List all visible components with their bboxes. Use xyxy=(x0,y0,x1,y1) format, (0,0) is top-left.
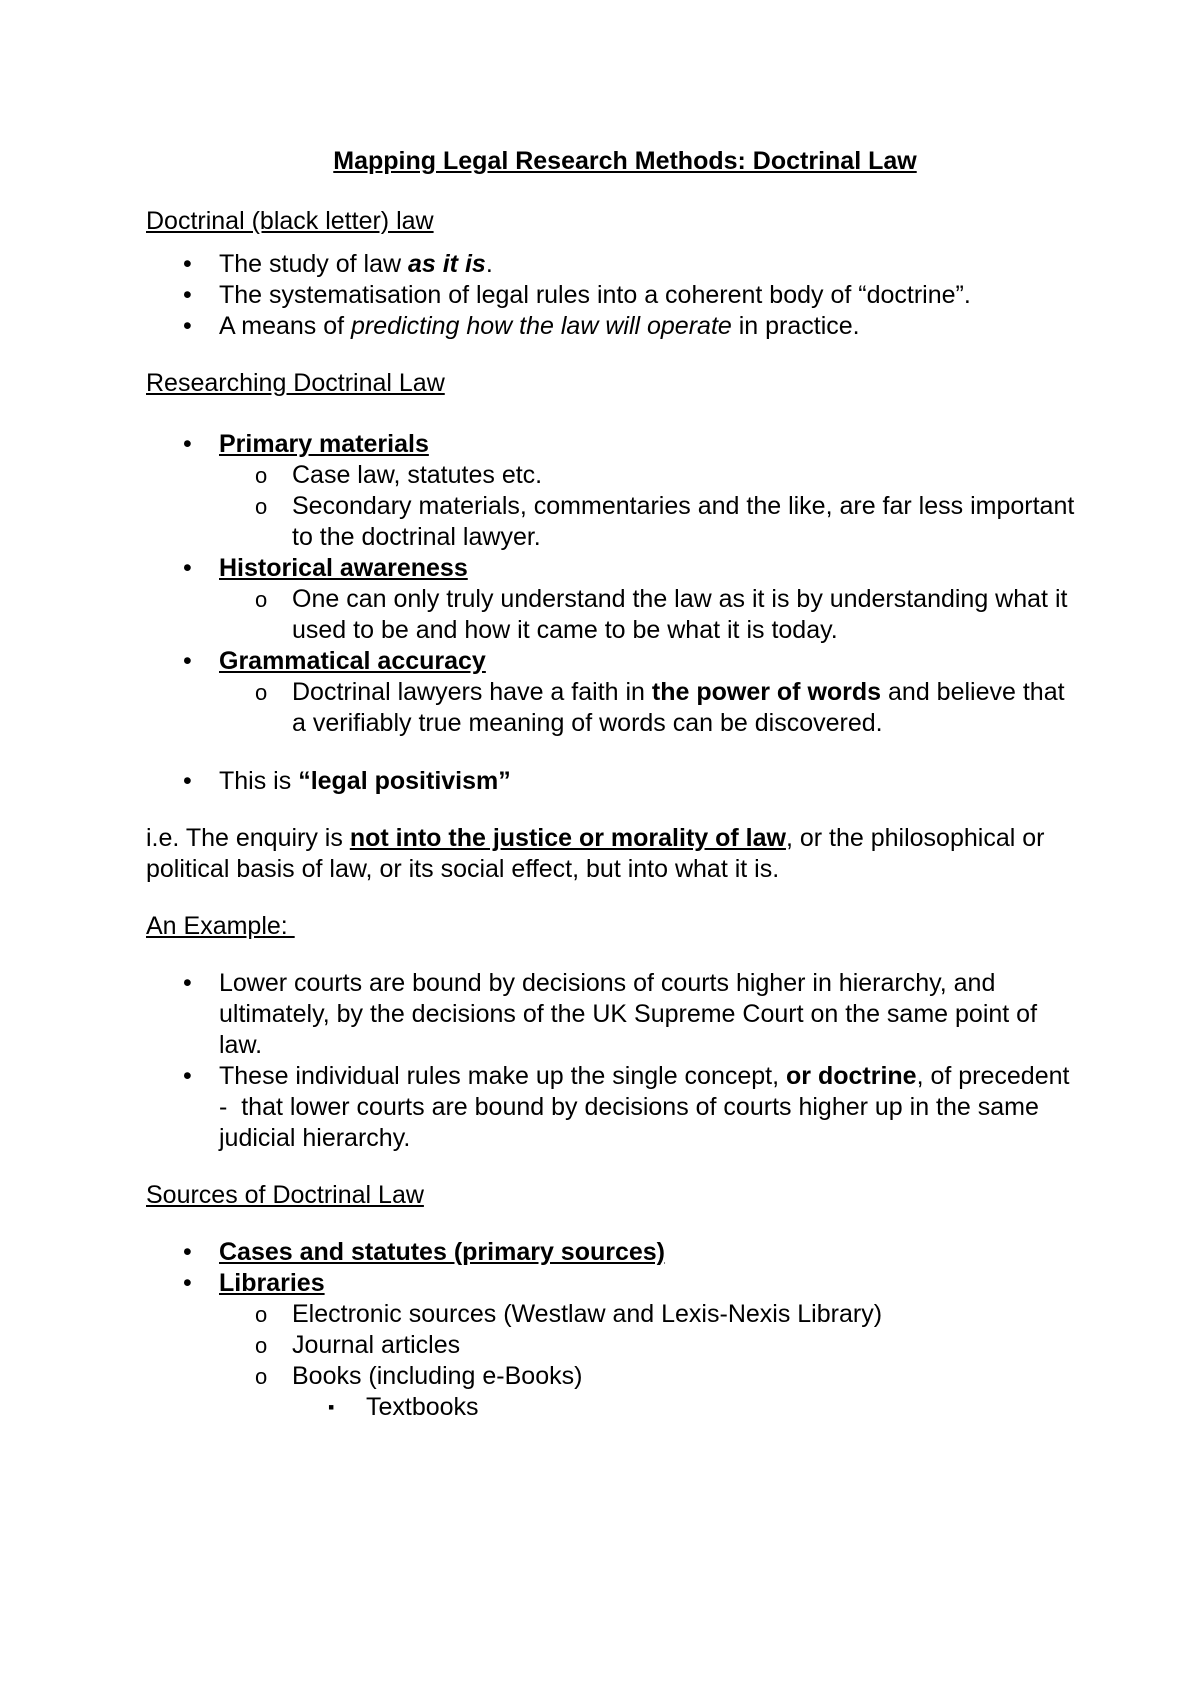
list-item: o Doctrinal lawyers have a faith in the power of words and believe that a verifiably true meaning of words can be discovered. xyxy=(255,678,1065,737)
ie-paragraph: i.e. The enquiry is not into the justice or morality of law, or the philosophical or political basis of law, or its social effect, but into what it is. xyxy=(146,824,1045,883)
list-item: o Journal articles xyxy=(255,1331,461,1359)
list-item: • Lower courts are bound by decisions of courts higher in hierarchy, and ultimately, by the decisions of the UK Supreme Court on the same point of law. xyxy=(183,969,1038,1059)
bullet-icon: • xyxy=(183,312,192,340)
list-item: ▪ Textbooks xyxy=(328,1393,479,1421)
bullet-icon: • xyxy=(183,1269,192,1297)
circle-bullet-icon: o xyxy=(255,1302,268,1327)
bullet-icon: • xyxy=(183,430,192,458)
circle-bullet-icon: o xyxy=(255,494,268,519)
bullet-icon: • xyxy=(183,767,192,795)
section-heading-doctrinal: Doctrinal (black letter) law xyxy=(146,207,434,235)
list-item: o One can only truly understand the law as it is by understanding what it used to be and how it came to be what it is today. xyxy=(255,585,1068,644)
sources-list xyxy=(146,1237,1076,1423)
list-item: • Grammatical accuracy o Doctrinal lawyers have a faith in the power of words and believe that a verifiably true meaning of words can be discovered. xyxy=(146,646,1076,739)
circle-bullet-icon: o xyxy=(255,587,268,612)
bullet-icon: • xyxy=(183,554,192,582)
page-title: Mapping Legal Research Methods: Doctrinal Law xyxy=(333,147,917,175)
bullet-icon: • xyxy=(183,281,192,309)
list-item: • Historical awareness o One can only truly understand the law as it is by understanding what it used to be and how it came to be what it is today. xyxy=(146,553,1076,646)
list-item: o Books (including e-Books) ▪ Textbooks xyxy=(146,1361,1076,1423)
list-item: • Cases and statutes (primary sources) xyxy=(183,1238,666,1266)
bullet-icon: • xyxy=(183,969,192,997)
bullet-icon: • xyxy=(183,1062,192,1090)
positivism-list xyxy=(146,766,1076,797)
list-item: • Primary materials o Case law, statutes etc. o Secondary materials, commentaries and the like, are far less important to the doctrinal lawyer. xyxy=(146,429,1076,553)
circle-bullet-icon: o xyxy=(255,1364,268,1389)
example-list xyxy=(146,968,1084,1154)
section-heading-example: An Example: xyxy=(146,912,295,940)
circle-bullet-icon: o xyxy=(255,680,268,705)
list-item: • This is “legal positivism” xyxy=(183,767,511,795)
bullet-icon: • xyxy=(183,1238,192,1266)
list-item: • The systematisation of legal rules into a coherent body of “doctrine”. xyxy=(183,281,971,309)
section-heading-researching: Researching Doctrinal Law xyxy=(146,369,445,397)
circle-bullet-icon: o xyxy=(255,463,268,488)
square-bullet-icon: ▪ xyxy=(328,1397,335,1417)
researching-list xyxy=(146,429,1076,739)
list-item: o Secondary materials, commentaries and the like, are far less important to the doctrinal lawyer. xyxy=(255,492,1075,551)
section-heading-sources: Sources of Doctrinal Law xyxy=(146,1181,424,1209)
list-item: o Case law, statutes etc. xyxy=(255,461,543,489)
list-item: • The study of law as it is. xyxy=(183,250,493,278)
list-item: • These individual rules make up the single concept, or doctrine, of precedent - that lower courts are bound by decisions of courts higher up in the same judicial hierarchy. xyxy=(183,1062,1084,1152)
list-item: o Electronic sources (Westlaw and Lexis-Nexis Library) xyxy=(255,1300,883,1328)
doctrinal-list xyxy=(146,249,1076,342)
document-body xyxy=(146,146,1084,1423)
bullet-icon: • xyxy=(183,250,192,278)
list-item: • A means of predicting how the law will operate in practice. xyxy=(183,312,860,340)
list-item: • Libraries o Electronic sources (Westlaw and Lexis-Nexis Library) o Journal articles o Books (including e-Books) ▪ Textbooks xyxy=(146,1268,1076,1423)
circle-bullet-icon: o xyxy=(255,1333,268,1358)
bullet-icon: • xyxy=(183,647,192,675)
